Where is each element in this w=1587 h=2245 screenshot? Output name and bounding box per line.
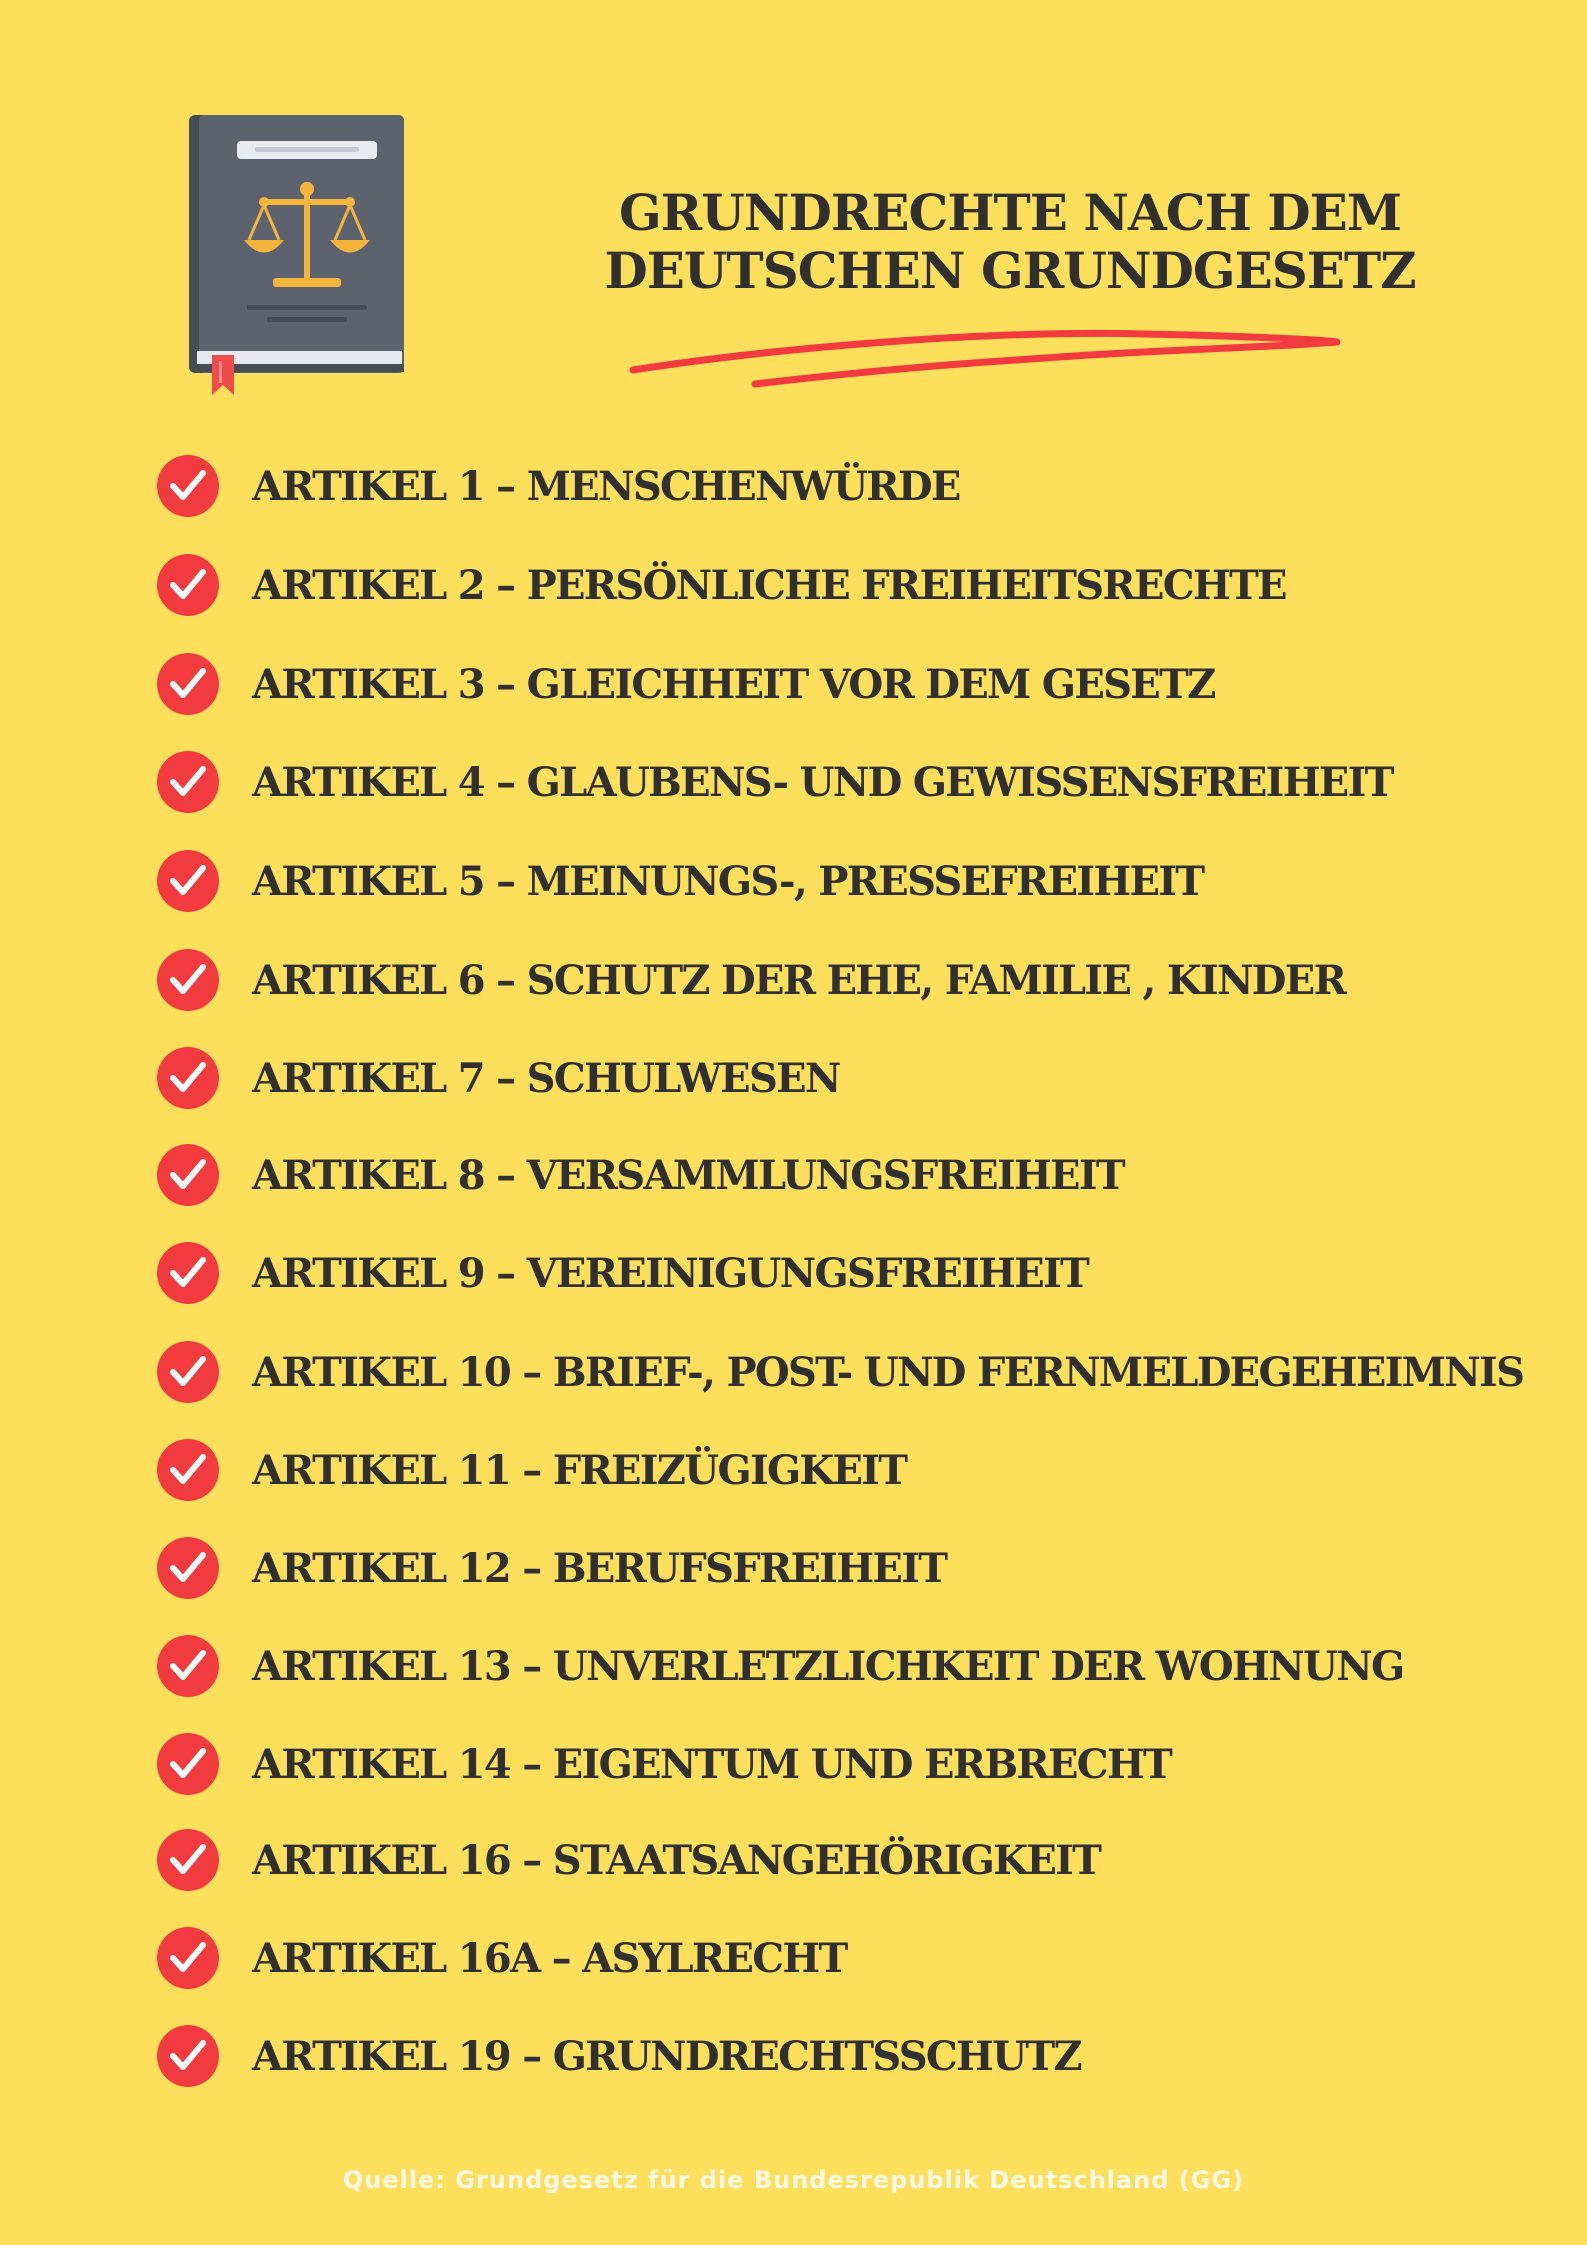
article-label: ARTIKEL 19 – GRUNDRECHTSSCHUTZ <box>252 2032 1081 2080</box>
article-label: ARTIKEL 16 – STAATSANGEHÖRIGKEIT <box>252 1836 1101 1884</box>
article-label: ARTIKEL 13 – UNVERLETZLICHKEIT DER WOHNUNG <box>252 1642 1404 1690</box>
check-circle-icon <box>157 949 219 1011</box>
check-circle-icon <box>157 1439 219 1501</box>
list-item <box>157 1439 906 1501</box>
check-circle-icon <box>157 653 219 715</box>
source-note: Quelle: Grundgesetz für die Bundesrepublik Deutschland (GG) <box>342 2166 1245 2194</box>
article-label: ARTIKEL 8 – VERSAMMLUNGSFREIHEIT <box>252 1151 1124 1199</box>
list-item <box>157 850 1203 912</box>
article-label: ARTIKEL 12 – BERUFSFREIHEIT <box>252 1544 947 1592</box>
list-item <box>157 1733 1171 1795</box>
list-item <box>157 2025 1081 2087</box>
list-item <box>157 1829 1100 1891</box>
article-label: ARTIKEL 1 – MENSCHENWÜRDE <box>252 462 960 510</box>
list-item <box>157 1047 840 1109</box>
list-item <box>157 1537 946 1599</box>
list-item <box>157 1144 1124 1206</box>
title-line-2: DEUTSCHEN GRUNDGESETZ <box>604 241 1416 300</box>
list-item <box>157 751 1393 813</box>
article-label: ARTIKEL 9 – VEREINIGUNGSFREIHEIT <box>252 1249 1089 1297</box>
article-label: ARTIKEL 16A – ASYLRECHT <box>252 1934 847 1982</box>
check-circle-icon <box>157 1537 219 1599</box>
article-label: ARTIKEL 6 – SCHUTZ DER EHE, FAMILIE , KINDER <box>252 956 1346 1004</box>
check-circle-icon <box>157 1341 219 1403</box>
article-label: ARTIKEL 10 – BRIEF-, POST- UND FERNMELDEGEHEIMNIS <box>252 1348 1524 1396</box>
check-circle-icon <box>157 1144 219 1206</box>
list-item <box>157 1635 1403 1697</box>
check-circle-icon <box>157 1829 219 1891</box>
list-item <box>157 949 1345 1011</box>
article-label: ARTIKEL 11 – FREIZÜGIGKEIT <box>252 1446 907 1494</box>
title-line-1: GRUNDRECHTE NACH DEM <box>618 183 1402 242</box>
list-item <box>157 1242 1088 1304</box>
check-circle-icon <box>157 2025 219 2087</box>
check-circle-icon <box>157 1047 219 1109</box>
article-label: ARTIKEL 14 – EIGENTUM UND ERBRECHT <box>252 1740 1172 1788</box>
check-circle-icon <box>157 1927 219 1989</box>
check-circle-icon <box>157 554 219 616</box>
check-circle-icon <box>157 751 219 813</box>
check-circle-icon <box>157 850 219 912</box>
check-circle-icon <box>157 455 219 517</box>
check-circle-icon <box>157 1242 219 1304</box>
check-circle-icon <box>157 1733 219 1795</box>
article-label: ARTIKEL 4 – GLAUBENS- UND GEWISSENSFREIHEIT <box>252 758 1393 806</box>
check-circle-icon <box>157 1635 219 1697</box>
article-label: ARTIKEL 3 – GLEICHHEIT VOR DEM GESETZ <box>252 660 1215 708</box>
list-item <box>157 455 960 517</box>
article-label: ARTIKEL 7 – SCHULWESEN <box>252 1054 840 1102</box>
list-item <box>157 1927 847 1989</box>
list-item <box>157 1341 1523 1403</box>
list-item <box>157 554 1286 616</box>
article-label: ARTIKEL 5 – MEINUNGS-, PRESSEFREIHEIT <box>252 857 1204 905</box>
list-item <box>157 653 1215 715</box>
article-label: ARTIKEL 2 – PERSÖNLICHE FREIHEITSRECHTE <box>252 561 1286 609</box>
